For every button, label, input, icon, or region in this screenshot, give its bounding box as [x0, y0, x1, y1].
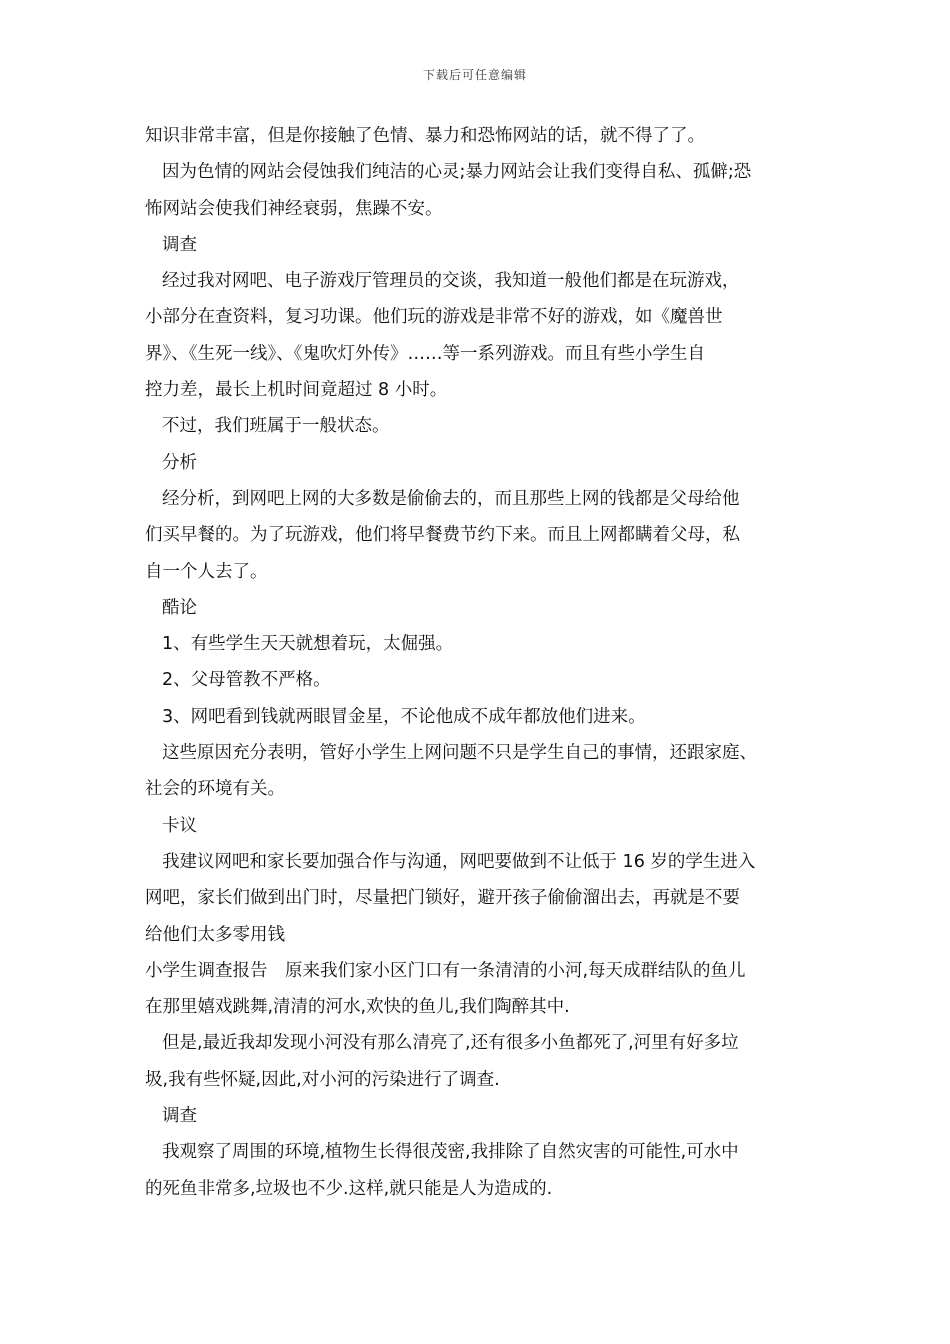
text-line: 小学生调查报告 原来我们家小区门口有一条清清的小河,每天成群结队的鱼儿 [145, 960, 746, 981]
text-line: 自一个人去了。 [145, 561, 268, 582]
text-line: 调查 [162, 1106, 197, 1127]
text-line: 卡议 [162, 815, 197, 836]
text-line: 酷论 [162, 597, 197, 618]
text-line: 控力差，最长上机时间竟超过 8 小时。 [145, 380, 448, 401]
text-line: 1、有些学生天天就想着玩，太倔强。 [162, 634, 454, 655]
page-header: 下载后可任意编辑 [422, 68, 527, 82]
text-line: 但是,最近我却发现小河没有那么清亮了,还有很多小鱼都死了,河里有好多垃 [162, 1033, 739, 1054]
text-line: 这些原因充分表明，管好小学生上网问题不只是学生自己的事情，还跟家庭、 [162, 743, 757, 764]
text-line: 因为色情的网站会侵蚀我们纯洁的心灵;暴力网站会让我们变得自私、孤僻;恐 [162, 162, 752, 183]
text-line: 在那里嬉戏跳舞,清清的河水,欢快的鱼儿,我们陶醉其中. [145, 997, 570, 1018]
text-line: 小部分在查资料，复习功课。他们玩的游戏是非常不好的游戏，如《魔兽世 [145, 307, 723, 328]
text-line: 调查 [162, 234, 197, 255]
text-line: 不过，我们班属于一般状态。 [162, 416, 390, 437]
text-line: 知识非常丰富，但是你接触了色情、暴力和恐怖网站的话，就不得了了。 [145, 126, 705, 146]
text-line: 圾,我有些怀疑,因此,对小河的污染进行了调查. [145, 1069, 500, 1090]
text-line: 给他们太多零用钱 [145, 924, 285, 945]
text-line: 分析 [162, 452, 197, 473]
text-line: 2、父母管教不严格。 [162, 670, 331, 691]
text-line: 的死鱼非常多,垃圾也不少.这样,就只能是人为造成的. [145, 1178, 553, 1199]
text-line: 3、网吧看到钱就两眼冒金星，不论他成不成年都放他们进来。 [162, 706, 646, 727]
text-line: 社会的环境有关。 [145, 779, 285, 800]
text-line: 怖网站会使我们神经衰弱，焦躁不安。 [145, 198, 443, 219]
text-line: 们买早餐的。为了玩游戏，他们将早餐费节约下来。而且上网都瞒着父母，私 [145, 525, 740, 546]
text-line: 我观察了周围的环境,植物生长得很茂密,我排除了自然灾害的可能性,可水中 [162, 1142, 739, 1163]
text-line: 网吧，家长们做到出门时，尽量把门锁好，避开孩子偷偷溜出去，再就是不要 [145, 888, 740, 909]
text-line: 经分析，到网吧上网的大多数是偷偷去的，而且那些上网的钱都是父母给他 [162, 488, 740, 509]
text-line: 界》、《生死一线》、《鬼吹灯外传》……等一系列游戏。而且有些小学生自 [145, 343, 705, 364]
text-line: 我建议网吧和家长要加强合作与沟通，网吧要做到不让低于 16 岁的学生进入 [162, 851, 756, 872]
document-body [145, 118, 825, 1207]
text-line: 经过我对网吧、电子游戏厅管理员的交谈，我知道一般他们都是在玩游戏， [162, 271, 740, 292]
